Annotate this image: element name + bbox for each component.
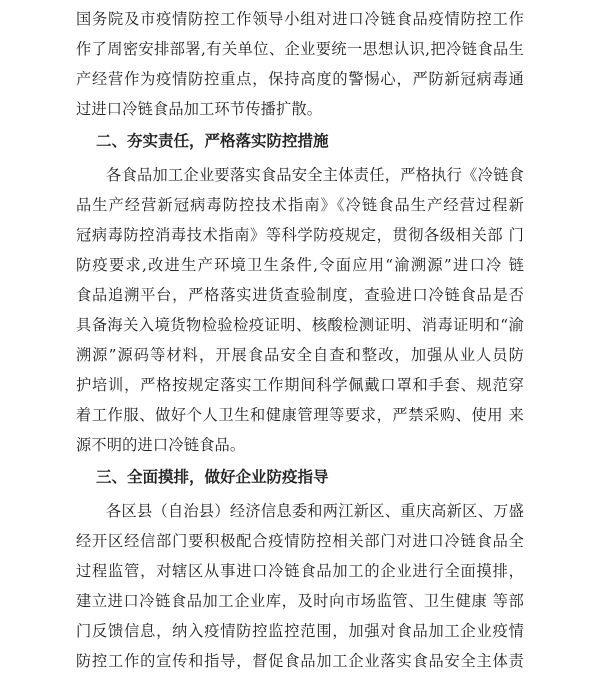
paragraph-line: 品生产经营新冠病毒防控技术指南》《冷链食品生产经营过程新 — [76, 196, 524, 214]
paragraph-line: 防控工作的宣传和指导，督促食品加工企业落实食品安全主体责 — [76, 652, 524, 670]
paragraph-line: 国务院及市疫情防控工作领导小组对进口冷链食品疫情防控工作 — [76, 10, 524, 28]
paragraph-line: 过程监管，对辖区从事进口冷链食品加工的企业进行全面摸排， — [76, 562, 524, 580]
paragraph-line: 具备海关入境货物检验检疫证明、核酸检测证明、消毒证明和“渝 — [76, 316, 524, 334]
paragraph-line: 食品追溯平台，严格落实进货查验制度，查验进口冷链食品是否 — [76, 286, 524, 304]
paragraph-line: 溯源”源码等材料，开展食品安全自查和整改，加强从业人员防 — [76, 346, 524, 364]
paragraph-line: 作了周密安排部署,有关单位、企业要统一思想认识,把冷链食品生 — [76, 40, 524, 58]
paragraph-line: 护培训，严格按规定落实工作期间科学佩戴口罩和手套、规范穿 — [76, 376, 524, 394]
paragraph-line: 源不明的进口冷链食品。 — [76, 436, 246, 454]
paragraph-line: 门反馈信息，纳入疫情防控监控范围，加强对食品加工企业疫情 — [76, 622, 524, 640]
paragraph-line: 过进口冷链食品加工环节传播扩散。 — [76, 100, 323, 118]
paragraph-line: 产经营作为疫情防控重点，保持高度的警惕心，严防新冠病毒通 — [76, 70, 524, 88]
paragraph-line: 各区县（自治县）经济信息委和两江新区、重庆高新区、万盛 — [106, 502, 524, 520]
paragraph-line: 着工作服、做好个人卫生和健康管理等要求，严禁采购、使用 来 — [76, 406, 524, 424]
section-heading: 三、全面摸排，做好企业防疫指导 — [96, 468, 329, 486]
paragraph-line: 冠病毒防控消毒技术指南》等科学防疫规定，贯彻各级相关部 门 — [76, 226, 524, 244]
paragraph-line: 建立进口冷链食品加工企业库，及时向市场监管、卫生健康 等部 — [76, 592, 524, 610]
paragraph-line: 防疫要求,改进生产环境卫生条件,令面应用“渝溯源”进口冷 链 — [76, 256, 524, 274]
section-heading: 二、夯实责任，严格落实防控措施 — [96, 132, 329, 150]
paragraph-line: 经开区经信部门要积极配合疫情防控相关部门对进口冷链食品全 — [76, 532, 524, 550]
paragraph-line: 各食品加工企业要落实食品安全主体责任，严格执行《冷链食 — [106, 166, 524, 184]
